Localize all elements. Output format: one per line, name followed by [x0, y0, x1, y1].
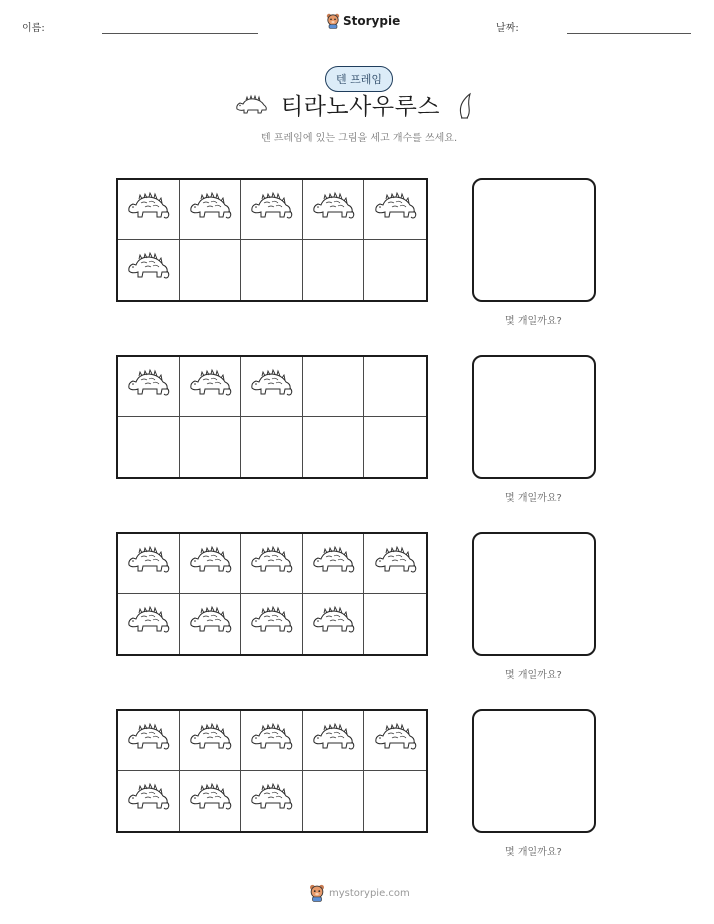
footer — [309, 884, 410, 902]
name-line[interactable] — [102, 33, 258, 34]
ten-frame-cell — [241, 357, 303, 417]
spiky-dinosaur-icon — [248, 605, 294, 643]
ten-frame-cell — [364, 240, 426, 300]
ten-frame-cell — [180, 240, 242, 300]
ten-frame-cell — [180, 534, 242, 594]
spiky-dinosaur-icon — [187, 605, 233, 643]
spiky-dinosaur-icon — [372, 722, 418, 760]
question-3: 몇 개일까요? — [505, 670, 562, 681]
spiky-dinosaur-icon — [310, 545, 356, 583]
ten-frame-cell — [303, 417, 365, 477]
date-line[interactable] — [567, 33, 691, 34]
ten-frame-cell — [364, 357, 426, 417]
ten-frame-cell — [118, 240, 180, 300]
spiky-dinosaur-icon — [125, 782, 171, 820]
brand-name: Storypie — [343, 14, 401, 28]
ten-frame-cell — [118, 534, 180, 594]
answer-box-3[interactable] — [472, 532, 596, 656]
answer-box-4[interactable] — [472, 709, 596, 833]
answer-box-2[interactable] — [472, 355, 596, 479]
spiky-dinosaur-icon — [125, 368, 171, 406]
ten-frame-2 — [116, 355, 428, 479]
bear-mascot-icon — [309, 884, 325, 902]
ten-frame-cell — [364, 180, 426, 240]
ten-frame-cell — [241, 180, 303, 240]
ten-frame-cell — [118, 180, 180, 240]
brand-logo — [326, 13, 400, 29]
spiky-dinosaur-icon — [187, 782, 233, 820]
ten-frame-cell — [241, 534, 303, 594]
ten-frame-cell — [241, 240, 303, 300]
question-4: 몇 개일까요? — [505, 847, 562, 858]
ten-frame-cell — [303, 357, 365, 417]
spiky-dinosaur-icon — [248, 722, 294, 760]
date-label: 날짜: — [496, 23, 519, 34]
spiky-dinosaur-icon — [248, 191, 294, 229]
spiky-dinosaur-icon — [310, 605, 356, 643]
ten-frame-cell — [118, 594, 180, 654]
question-1: 몇 개일까요? — [505, 316, 562, 327]
ten-frame-cell — [241, 771, 303, 831]
ten-frame-cell — [303, 594, 365, 654]
ten-frame-cell — [241, 594, 303, 654]
spiky-dinosaur-icon — [187, 191, 233, 229]
ten-frame-cell — [364, 534, 426, 594]
ten-frame-cell — [303, 180, 365, 240]
ten-frame-cell — [118, 357, 180, 417]
ten-frame-3 — [116, 532, 428, 656]
ten-frame-cell — [180, 180, 242, 240]
spiky-dinosaur-icon — [310, 191, 356, 229]
ten-frame-cell — [180, 594, 242, 654]
ten-frame-cell — [303, 534, 365, 594]
tooth-icon — [456, 92, 474, 124]
ten-frame-cell — [303, 240, 365, 300]
ten-frame-cell — [364, 771, 426, 831]
spiky-dinosaur-icon — [248, 782, 294, 820]
spiky-dinosaur-icon — [372, 545, 418, 583]
ten-frame-cell — [364, 711, 426, 771]
ten-frame-cell — [180, 357, 242, 417]
spiky-dinosaur-icon — [125, 722, 171, 760]
ten-frame-4 — [116, 709, 428, 833]
ten-frame-cell — [303, 771, 365, 831]
ankylosaurus-icon — [234, 94, 268, 120]
bear-mascot-icon — [326, 13, 340, 29]
question-2: 몇 개일까요? — [505, 493, 562, 504]
ten-frame-cell — [364, 417, 426, 477]
spiky-dinosaur-icon — [248, 368, 294, 406]
ten-frame-1 — [116, 178, 428, 302]
footer-url[interactable]: mystorypie.com — [329, 887, 410, 899]
spiky-dinosaur-icon — [248, 545, 294, 583]
ten-frame-cell — [118, 417, 180, 477]
ten-frame-cell — [180, 711, 242, 771]
ten-frame-cell — [180, 771, 242, 831]
spiky-dinosaur-icon — [125, 191, 171, 229]
spiky-dinosaur-icon — [187, 545, 233, 583]
name-label: 이름: — [22, 23, 45, 34]
worksheet-title: 티라노사우루스 — [281, 94, 441, 120]
spiky-dinosaur-icon — [187, 722, 233, 760]
ten-frame-cell — [180, 417, 242, 477]
topic-tag: 텐 프레임 — [325, 66, 393, 92]
ten-frame-cell — [118, 771, 180, 831]
spiky-dinosaur-icon — [187, 368, 233, 406]
ten-frame-cell — [303, 711, 365, 771]
instructions: 텐 프레임에 있는 그림을 세고 개수를 쓰세요. — [261, 133, 458, 144]
spiky-dinosaur-icon — [125, 251, 171, 289]
ten-frame-cell — [364, 594, 426, 654]
spiky-dinosaur-icon — [372, 191, 418, 229]
spiky-dinosaur-icon — [125, 605, 171, 643]
ten-frame-cell — [241, 417, 303, 477]
spiky-dinosaur-icon — [125, 545, 171, 583]
ten-frame-cell — [118, 711, 180, 771]
answer-box-1[interactable] — [472, 178, 596, 302]
ten-frame-cell — [241, 711, 303, 771]
spiky-dinosaur-icon — [310, 722, 356, 760]
